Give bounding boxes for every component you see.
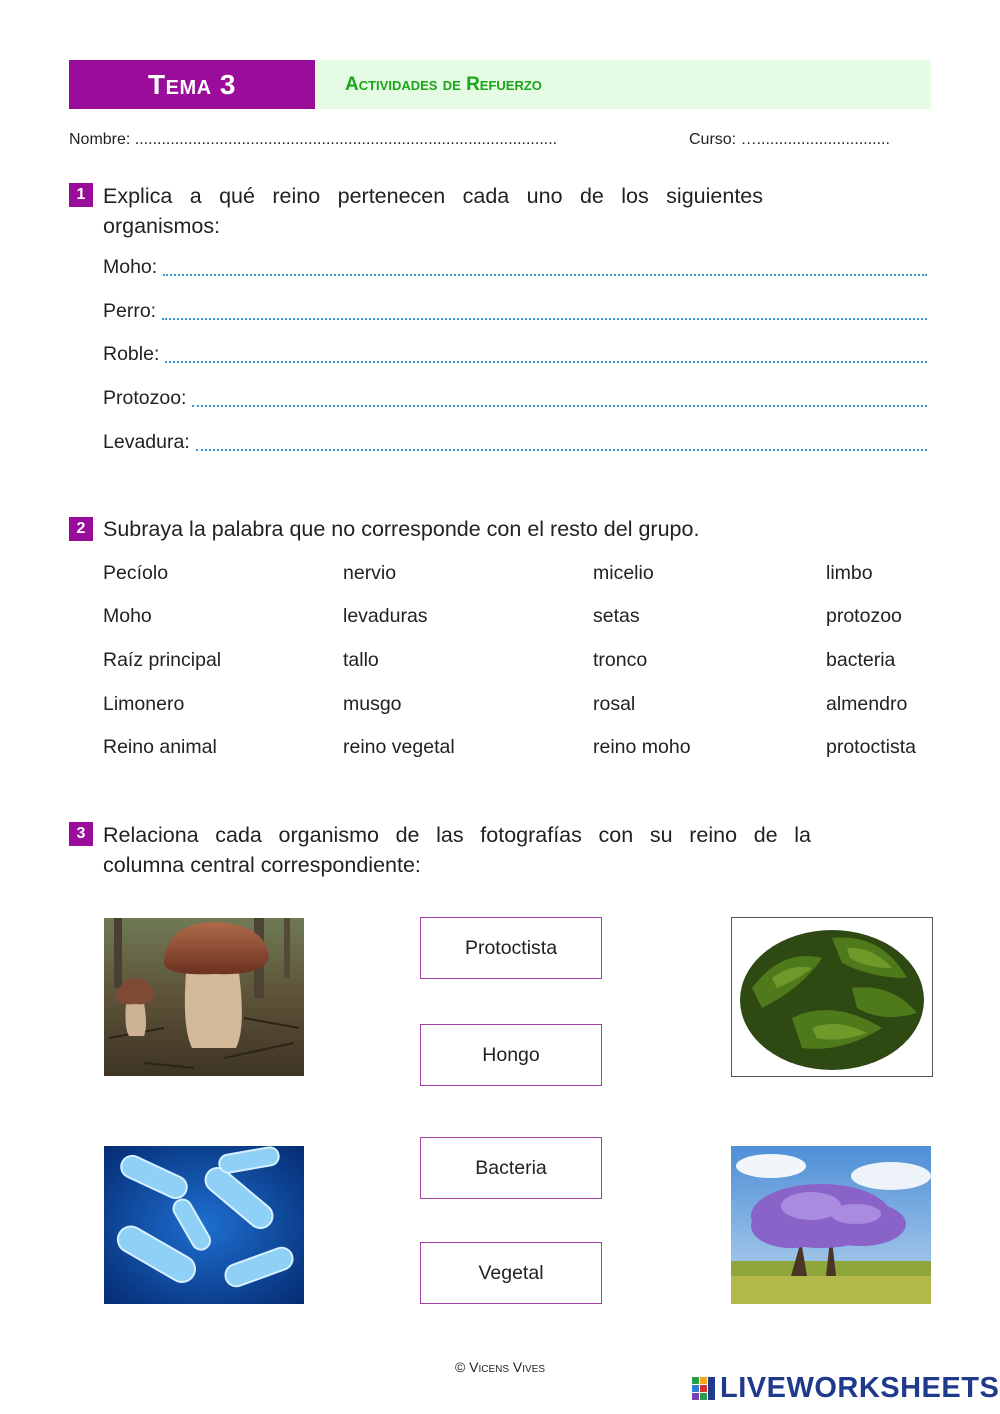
answer-line[interactable] xyxy=(162,300,927,320)
name-field[interactable]: Nombre: ............................................................................................... xyxy=(69,131,558,148)
kingdom-box-protoctista[interactable]: Protoctista xyxy=(420,917,602,979)
word-cell[interactable]: Reino animal xyxy=(103,736,217,758)
kingdom-box-bacteria[interactable]: Bacteria xyxy=(420,1137,602,1199)
tema-banner: Tema 3 xyxy=(69,60,315,109)
word-cell[interactable]: bacteria xyxy=(826,649,896,671)
answer-line[interactable] xyxy=(196,431,927,451)
question-3-text xyxy=(103,820,811,880)
answer-label: Perro: xyxy=(103,300,157,322)
answer-label: Levadura: xyxy=(103,431,190,453)
activities-title: Actividades de Refuerzo xyxy=(345,74,542,95)
word-cell[interactable]: Moho xyxy=(103,605,152,627)
word-cell[interactable]: levaduras xyxy=(343,605,428,627)
question-3-line-1: Relaciona cada organismo de las fotografías con su reino de la xyxy=(103,823,811,847)
answer-label: Protozoo: xyxy=(103,387,187,409)
question-2-text: Subraya la palabra que no corresponde con el resto del grupo. xyxy=(103,517,700,541)
word-cell[interactable]: reino moho xyxy=(593,736,691,758)
word-cell[interactable]: protoctista xyxy=(826,736,916,758)
question-1-number: 1 xyxy=(69,183,93,207)
question-1-line-1: Explica a qué reino pertenecen cada uno de los siguientes xyxy=(103,184,763,208)
tree-photo[interactable] xyxy=(731,1146,931,1304)
word-cell[interactable]: nervio xyxy=(343,562,397,584)
mushroom-photo[interactable] xyxy=(104,918,304,1076)
answer-row-perro[interactable] xyxy=(103,300,929,324)
question-3-number: 3 xyxy=(69,822,93,846)
answer-line[interactable] xyxy=(165,343,927,363)
course-field[interactable]: Curso: ….............................. xyxy=(689,131,890,148)
liveworksheets-logo[interactable] xyxy=(692,1372,999,1405)
word-cell[interactable]: rosal xyxy=(593,693,636,715)
word-cell[interactable]: Raíz principal xyxy=(103,649,222,671)
word-cell[interactable]: musgo xyxy=(343,693,402,715)
answer-row-protozoo[interactable] xyxy=(103,387,929,411)
answer-row-moho[interactable] xyxy=(103,256,929,280)
word-cell[interactable]: tronco xyxy=(593,649,648,671)
word-cell[interactable]: almendro xyxy=(826,693,908,715)
question-1-line-2: organismos: xyxy=(103,214,221,238)
activities-banner xyxy=(315,60,931,109)
word-cell[interactable]: limbo xyxy=(826,562,873,584)
word-cell[interactable]: protozoo xyxy=(826,605,902,627)
kingdom-box-vegetal[interactable]: Vegetal xyxy=(420,1242,602,1304)
answer-label: Roble: xyxy=(103,343,160,365)
question-3-line-2: columna central correspondiente: xyxy=(103,853,421,877)
answer-line[interactable] xyxy=(192,387,927,407)
word-cell[interactable]: reino vegetal xyxy=(343,736,455,758)
answer-row-roble[interactable] xyxy=(103,343,929,367)
answer-row-levadura[interactable] xyxy=(103,431,929,455)
word-cell[interactable]: Limonero xyxy=(103,693,185,715)
question-2-number: 2 xyxy=(69,517,93,541)
word-cell[interactable]: Pecíolo xyxy=(103,562,169,584)
copyright-text: © Vicens Vives xyxy=(454,1359,546,1375)
bacteria-photo[interactable] xyxy=(104,1146,304,1304)
answer-label: Moho: xyxy=(103,256,158,278)
kingdom-box-hongo[interactable]: Hongo xyxy=(420,1024,602,1086)
word-cell[interactable]: setas xyxy=(593,605,640,627)
liveworksheets-icon xyxy=(692,1377,716,1401)
brand-text: LIVEWORKSHEETS xyxy=(720,1372,1000,1404)
word-cell[interactable]: tallo xyxy=(343,649,379,671)
answer-line[interactable] xyxy=(163,256,927,276)
word-cell[interactable]: micelio xyxy=(593,562,654,584)
question-1-text xyxy=(103,181,763,241)
seaweed-photo[interactable] xyxy=(731,917,933,1077)
